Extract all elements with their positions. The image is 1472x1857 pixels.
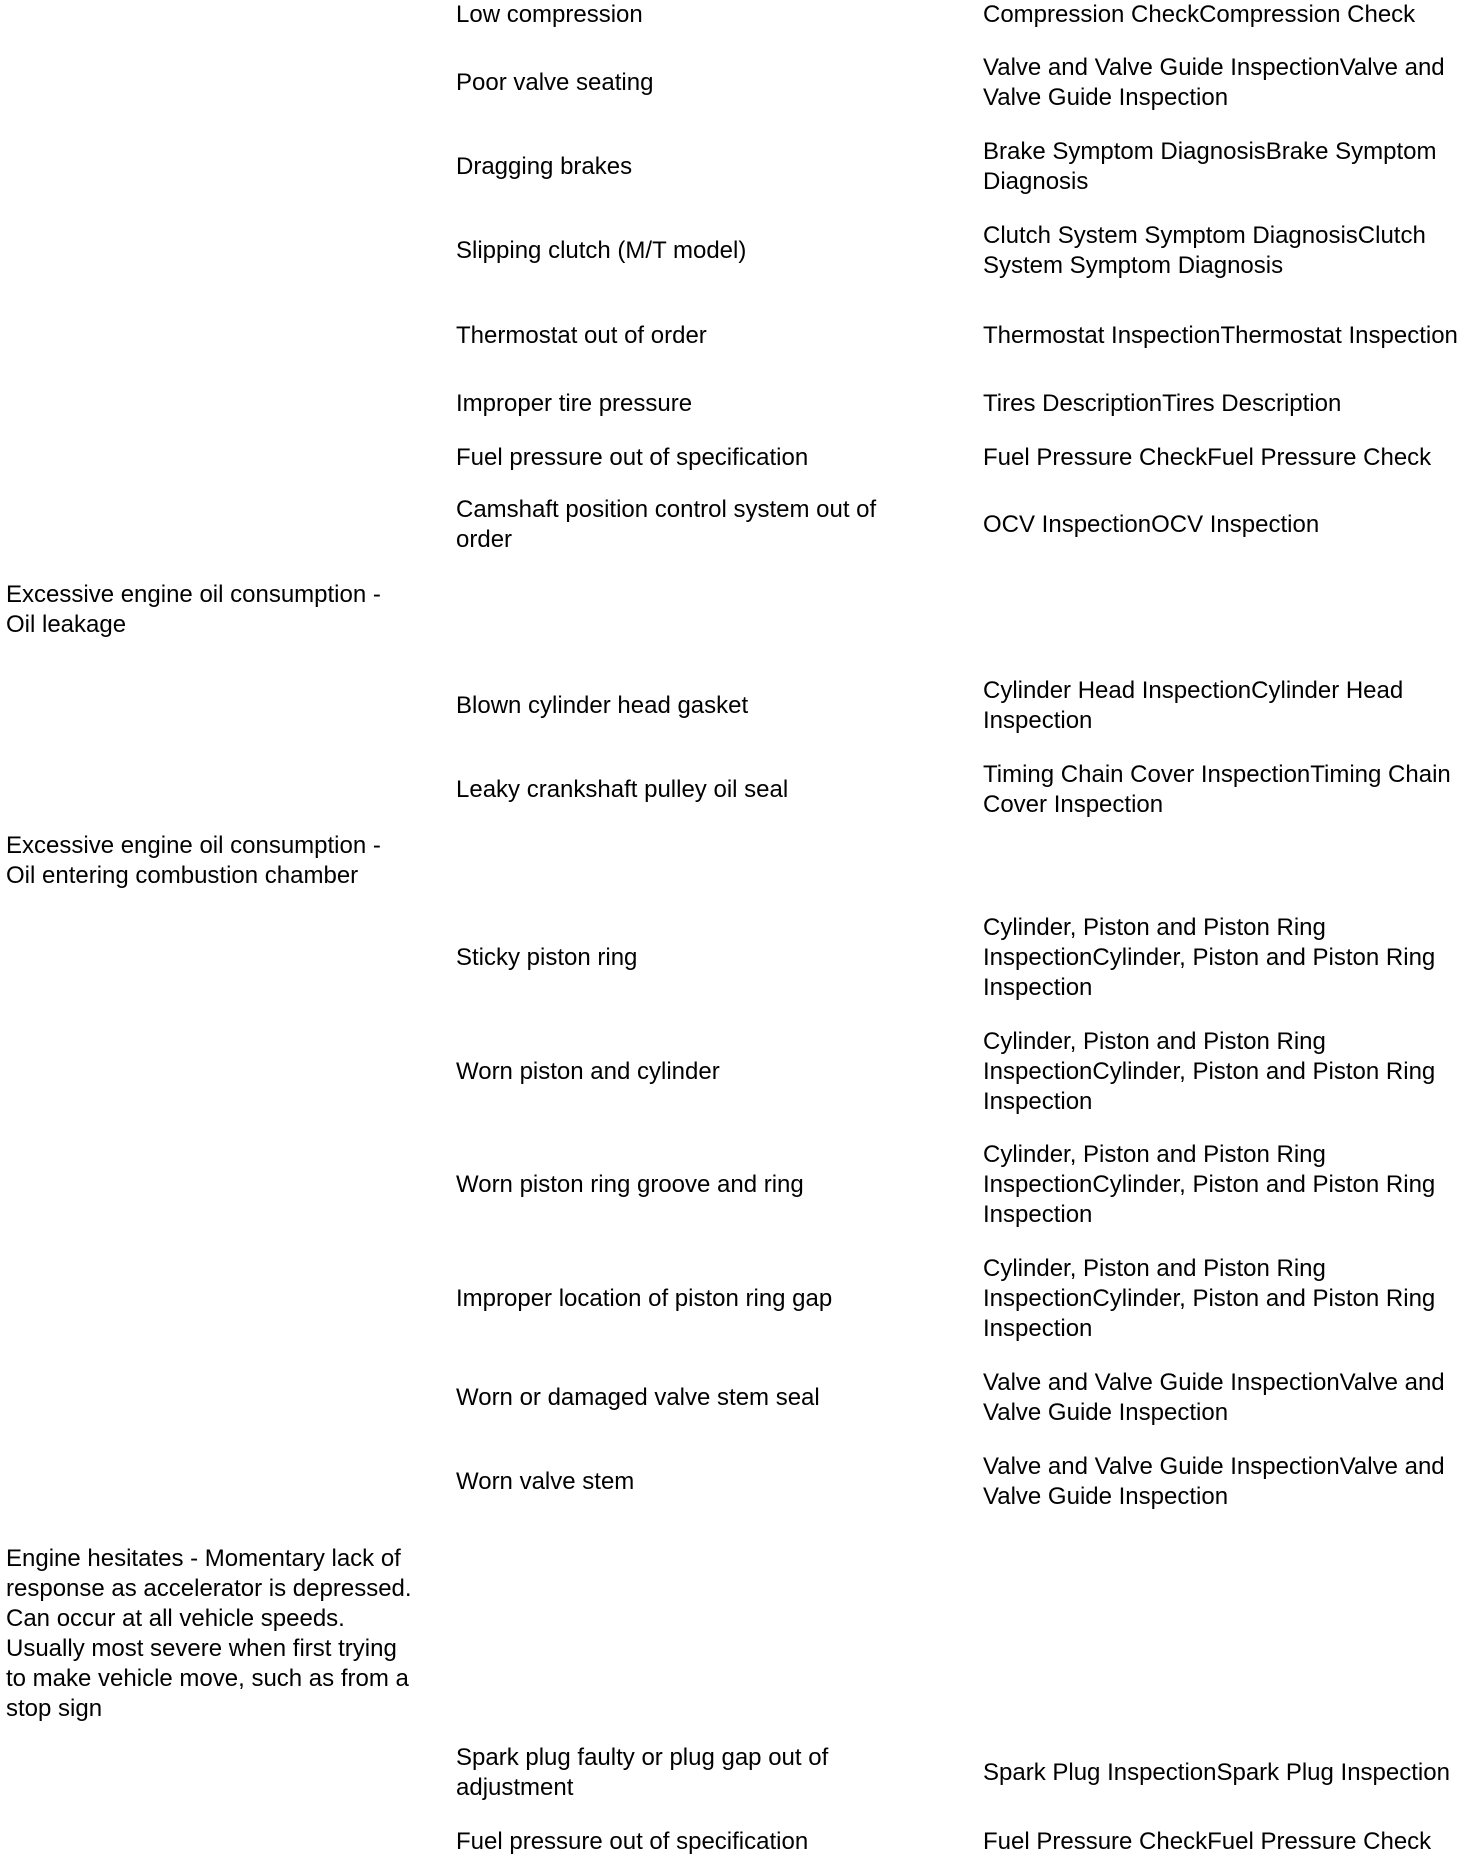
cause-cell: Low compression — [456, 1, 643, 28]
cause-cell: Leaky crankshaft pulley oil seal — [456, 776, 789, 803]
cause-cell: Fuel pressure out of specification — [456, 1828, 809, 1855]
reference-link[interactable]: Tires DescriptionTires Description — [983, 390, 1342, 417]
reference-link[interactable]: Cylinder, Piston and Piston Ring InspectionCylinder, Piston and Piston Ring Inspection — [983, 914, 1436, 1001]
reference-link[interactable]: OCV InspectionOCV Inspection — [983, 511, 1320, 538]
reference-link[interactable]: Fuel Pressure CheckFuel Pressure Check — [983, 1828, 1432, 1855]
reference-link[interactable]: Valve and Valve Guide InspectionValve and Valve Guide Inspection — [983, 1453, 1445, 1510]
cause-cell: Poor valve seating — [456, 69, 654, 96]
cause-cell: Worn or damaged valve stem seal — [456, 1384, 820, 1411]
cause-cell: Worn piston and cylinder — [456, 1058, 720, 1085]
symptom-cell: Excessive engine oil consumption - Oil leakage — [6, 581, 381, 638]
reference-link[interactable]: Cylinder, Piston and Piston Ring InspectionCylinder, Piston and Piston Ring Inspection — [983, 1141, 1436, 1228]
reference-link[interactable]: Valve and Valve Guide InspectionValve and Valve Guide Inspection — [983, 54, 1445, 111]
reference-link[interactable]: Thermostat InspectionThermostat Inspection — [983, 322, 1458, 349]
reference-link[interactable]: Spark Plug InspectionSpark Plug Inspection — [983, 1759, 1450, 1786]
reference-link[interactable]: Compression CheckCompression Check — [983, 1, 1416, 28]
cause-cell: Camshaft position control system out of order — [456, 496, 877, 553]
reference-link[interactable]: Clutch System Symptom DiagnosisClutch System Symptom Diagnosis — [983, 222, 1426, 279]
symptom-cell: Engine hesitates - Momentary lack of response as accelerator is depressed. Can occur at all vehicle speeds. Usually most severe when first trying to make vehicle move, such as from a stop sign — [6, 1545, 412, 1722]
reference-link[interactable]: Timing Chain Cover InspectionTiming Chain Cover Inspection — [983, 761, 1451, 818]
cause-cell: Fuel pressure out of specification — [456, 444, 809, 471]
cause-cell: Improper location of piston ring gap — [456, 1285, 833, 1312]
cause-cell: Worn valve stem — [456, 1468, 635, 1495]
reference-link[interactable]: Valve and Valve Guide InspectionValve and Valve Guide Inspection — [983, 1369, 1445, 1426]
cause-cell: Blown cylinder head gasket — [456, 692, 749, 719]
cause-cell: Sticky piston ring — [456, 944, 638, 971]
reference-link[interactable]: Cylinder, Piston and Piston Ring InspectionCylinder, Piston and Piston Ring Inspection — [983, 1028, 1436, 1115]
cause-cell: Slipping clutch (M/T model) — [456, 237, 747, 264]
reference-link[interactable]: Cylinder, Piston and Piston Ring InspectionCylinder, Piston and Piston Ring Inspection — [983, 1255, 1436, 1342]
cause-cell: Dragging brakes — [456, 153, 633, 180]
symptom-cell: Excessive engine oil consumption - Oil entering combustion chamber — [6, 832, 381, 889]
cause-cell: Improper tire pressure — [456, 390, 693, 417]
reference-link[interactable]: Fuel Pressure CheckFuel Pressure Check — [983, 444, 1432, 471]
cause-cell: Spark plug faulty or plug gap out of adjustment — [456, 1744, 829, 1801]
cause-cell: Thermostat out of order — [456, 322, 707, 349]
reference-link[interactable]: Cylinder Head InspectionCylinder Head Inspection — [983, 677, 1404, 734]
cause-cell: Worn piston ring groove and ring — [456, 1171, 804, 1198]
reference-link[interactable]: Brake Symptom DiagnosisBrake Symptom Diagnosis — [983, 138, 1437, 195]
